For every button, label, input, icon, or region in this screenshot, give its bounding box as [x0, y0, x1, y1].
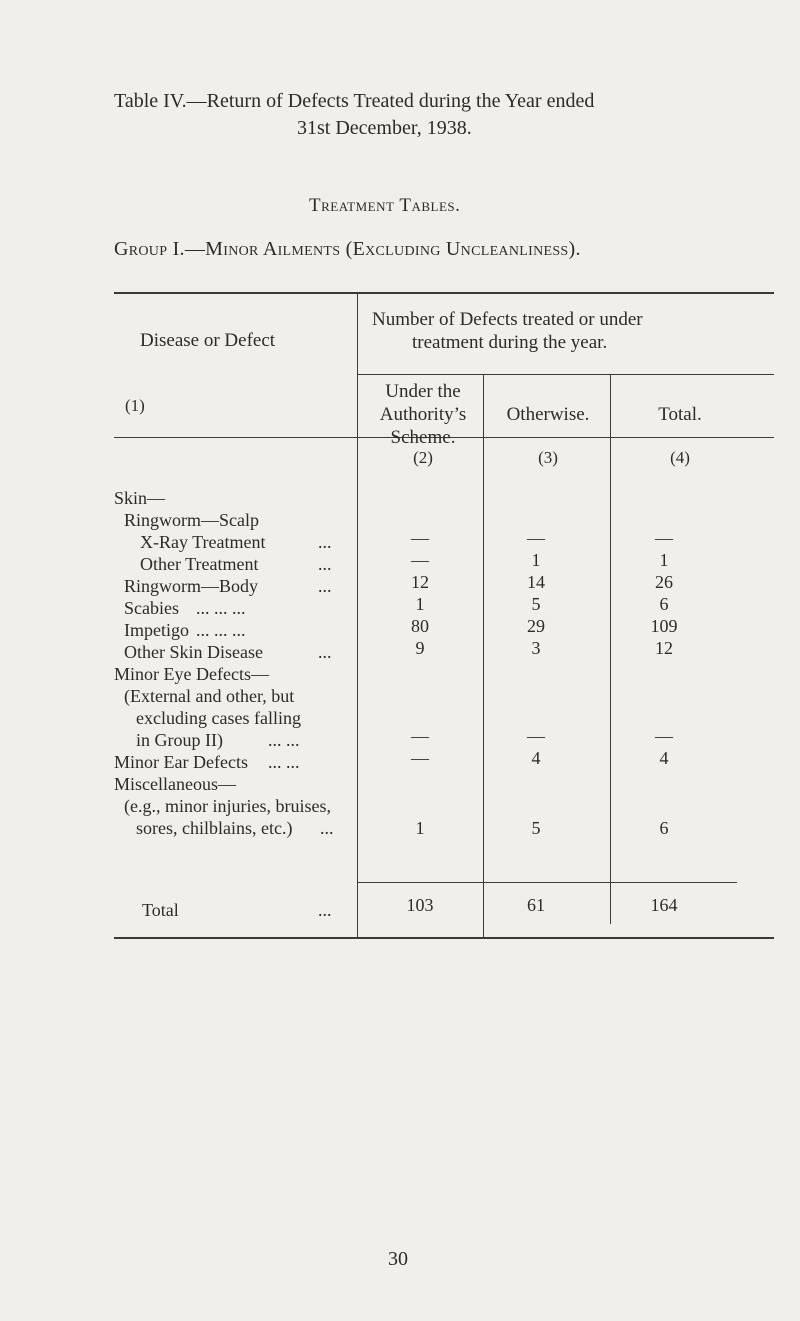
cell-other-skin-col4: 12	[655, 638, 673, 658]
row-dots: ...	[318, 532, 332, 552]
col-disease-header: Disease or Defect	[140, 330, 276, 351]
cell-ear-col4: 4	[659, 748, 669, 768]
row-label-total: Total	[142, 900, 179, 920]
row-dots: ... ...	[268, 752, 300, 772]
cell-xray-col4: —	[655, 528, 673, 548]
column-divider-3	[610, 374, 611, 924]
group-title: Group I.—Minor Ailments (Excluding Uncleanliness).	[114, 238, 581, 260]
row-label-ringworm-scalp: Ringworm—Scalp	[124, 510, 259, 530]
column-divider-2	[483, 374, 484, 937]
row-label-minor-ear: Minor Ear Defects	[114, 752, 248, 772]
cell-scabies-col3: 5	[531, 594, 541, 614]
cell-misc-col4: 6	[659, 818, 669, 838]
table-title: Table IV.—Return of Defects Treated during the Year ended	[114, 90, 595, 112]
cell-impetigo-col3: 29	[527, 616, 545, 636]
cell-eye-col2: —	[411, 726, 429, 746]
group-header-rule	[357, 374, 774, 375]
col2-header-line2: Authority’s	[379, 404, 467, 425]
col2-header-line3: Scheme.	[390, 427, 456, 448]
row-dots: ...	[318, 900, 332, 920]
cell-scabies-col4: 6	[659, 594, 669, 614]
row-label-eye-note2: excluding cases falling	[136, 708, 301, 728]
cell-other-treatment-col3: 1	[531, 550, 541, 570]
row-label-scabies: Scabies	[124, 598, 179, 618]
cell-ringworm-body-col2: 12	[411, 572, 429, 592]
row-label-misc: Miscellaneous—	[114, 774, 236, 794]
cell-total-col4: 164	[650, 895, 678, 915]
col3-header: Otherwise.	[506, 404, 590, 425]
cell-misc-col2: 1	[415, 818, 425, 838]
cell-ear-col3: 4	[531, 748, 541, 768]
column-divider-1	[357, 292, 358, 937]
cell-ear-col2: —	[411, 748, 429, 768]
cell-ringworm-body-col4: 26	[655, 572, 673, 592]
col2-number: (2)	[413, 448, 433, 467]
col2-header-line1: Under the	[385, 381, 461, 402]
row-dots: ...	[318, 642, 332, 662]
cell-total-col3: 61	[527, 895, 545, 915]
row-label-minor-eye: Minor Eye Defects—	[114, 664, 269, 684]
cell-misc-col3: 5	[531, 818, 541, 838]
row-label-eye-note1: (External and other, but	[124, 686, 295, 706]
row-label-other-treatment: Other Treatment	[140, 554, 259, 574]
row-dots: ... ... ...	[196, 598, 246, 618]
cell-impetigo-col4: 109	[650, 616, 678, 636]
cell-other-treatment-col4: 1	[659, 550, 669, 570]
col-disease-number: (1)	[125, 396, 145, 415]
cell-total-col2: 103	[406, 895, 434, 915]
cell-xray-col2: —	[411, 528, 429, 548]
row-label-impetigo: Impetigo	[124, 620, 189, 640]
cell-eye-col4: —	[655, 726, 673, 746]
row-dots: ...	[318, 576, 332, 596]
cell-impetigo-col2: 80	[411, 616, 429, 636]
col4-header: Total.	[658, 404, 702, 425]
cell-xray-col3: —	[527, 528, 545, 548]
cell-ringworm-body-col3: 14	[527, 572, 545, 592]
cell-scabies-col2: 1	[415, 594, 425, 614]
col4-number: (4)	[670, 448, 690, 467]
row-label-ringworm-body: Ringworm—Body	[124, 576, 259, 596]
col3-number: (3)	[538, 448, 558, 467]
cell-other-treatment-col2: —	[411, 550, 429, 570]
row-dots: ...	[318, 554, 332, 574]
table-top-rule	[114, 292, 774, 294]
section-title: Treatment Tables.	[309, 195, 461, 216]
cell-eye-col3: —	[527, 726, 545, 746]
row-label-other-skin: Other Skin Disease	[124, 642, 263, 662]
page-number: 30	[388, 1248, 408, 1270]
row-label-misc-note1: (e.g., minor injuries, bruises,	[124, 796, 331, 816]
cell-other-skin-col3: 3	[531, 638, 541, 658]
row-dots: ...	[320, 818, 334, 838]
total-rule	[357, 882, 737, 883]
row-dots: ... ... ...	[196, 620, 246, 640]
row-label-misc-note2: sores, chilblains, etc.)	[136, 818, 293, 838]
row-label-skin: Skin—	[114, 488, 166, 508]
row-label-eye-note3: in Group II)	[136, 730, 223, 750]
table-bottom-rule	[114, 937, 774, 939]
group-header-line2: treatment during the year.	[412, 332, 608, 353]
row-label-xray: X-Ray Treatment	[140, 532, 266, 552]
table-title-date: 31st December, 1938.	[297, 117, 472, 139]
row-dots: ... ...	[268, 730, 300, 750]
cell-other-skin-col2: 9	[415, 638, 425, 658]
group-header-line1: Number of Defects treated or under	[372, 309, 643, 330]
